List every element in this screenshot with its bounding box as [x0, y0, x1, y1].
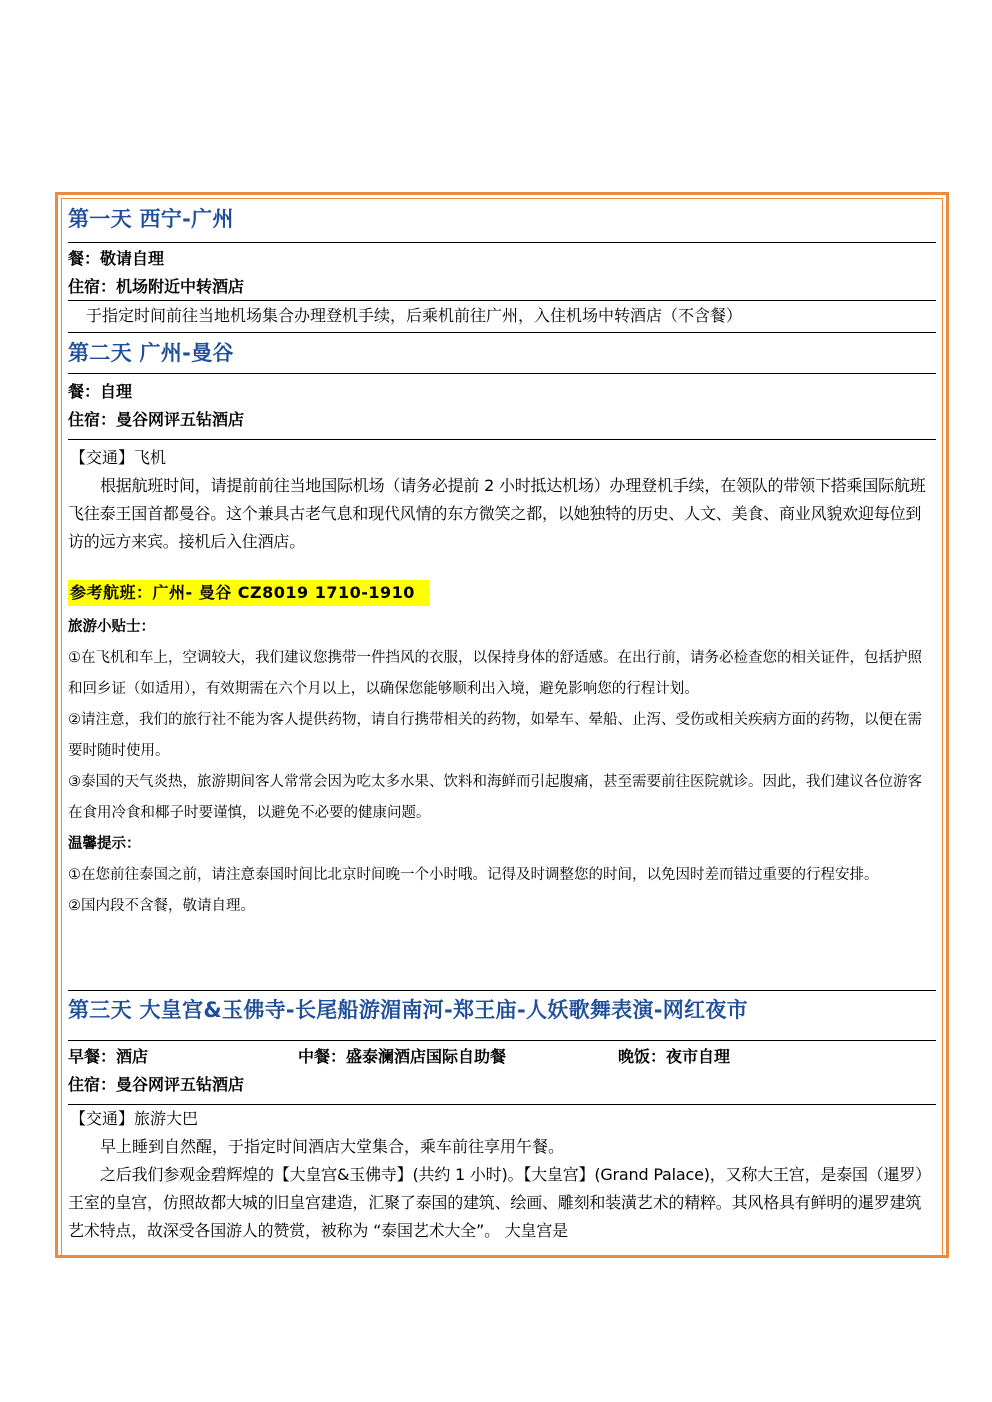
day3-title: 第三天 大皇宫&玉佛寺-长尾船游湄南河-郑王庙-人妖歌舞表演-网红夜市: [68, 991, 936, 1041]
itinerary-table: [61, 198, 943, 1255]
day1-title: 第一天 西宁-广州: [68, 199, 936, 243]
day1-meal: 餐：敬请自理: [68, 249, 165, 268]
day3-hotel: 住宿：曼谷网评五钻酒店: [68, 1075, 245, 1094]
day2-hotel: 住宿：曼谷网评五钻酒店: [68, 410, 245, 429]
day3-desc2: 之后我们参观金碧辉煌的【大皇宫&玉佛寺】(共约 1 小时)。【大皇宫】(Grand Palace)，又称大王宫，是泰国（暹罗）王室的皇宫，仿照故都大城的旧皇宫建造，汇聚了泰国的建筑、绘画、雕刻和装潢艺术的精粹。其风格具有鲜明的暹罗建筑艺术特点，故深受各国游人的赞赏，被称为 “泰国艺术大全”。 大皇宫是: [68, 1165, 931, 1240]
day2-tip-3: ③泰国的天气炎热，旅游期间客人常常会因为吃太多水果、饮料和海鲜而引起腹痛，甚至需要前往医院就诊。因此，我们建议各位游客在食用冷食和椰子时要谨慎，以避免不必要的健康问题。: [68, 774, 922, 821]
day3-dinner: 晚饭：夜市自理: [618, 1047, 731, 1066]
day2-warm-1: ①在您前往泰国之前，请注意泰国时间比北京时间晚一个小时哦。记得及时调整您的时间，以免因时差而错过重要的行程安排。: [68, 867, 879, 883]
day2-content: [68, 440, 936, 991]
day1-meal-block: [68, 243, 936, 301]
day2-tips-title: 旅游小贴士：: [68, 619, 155, 635]
day2-meal-block: [68, 374, 936, 440]
day2-traffic: 【交通】飞机: [70, 448, 167, 467]
day2-desc: 根据航班时间，请提前前往当地国际机场（请务必提前 2 小时抵达机场）办理登机手续，在领队的带领下搭乘国际航班飞往泰王国首都曼谷。这个兼具古老气息和现代风情的东方微笑之都，以她独特的历史、人文、美食、商业风貌欢迎每位到访的远方来宾。接机后入住酒店。: [68, 476, 926, 551]
day2-warm-2: ②国内段不含餐，敬请自理。: [68, 898, 255, 914]
itinerary-frame: [55, 192, 949, 1258]
day2-tip-1: ①在飞机和车上，空调较大，我们建议您携带一件挡风的衣服，以保持身体的舒适感。在出行前，请务必检查您的相关证件，包括护照和回乡证（如适用），有效期需在六个月以上，以确保您能够顺利出入境，避免影响您的行程计划。: [68, 650, 922, 697]
day3-breakfast: 早餐：酒店: [68, 1047, 149, 1066]
day3-content: [68, 1105, 936, 1245]
day3-lunch: 中餐：盛泰澜酒店国际自助餐: [298, 1047, 507, 1066]
day2-title: 第二天 广州-曼谷: [68, 333, 936, 374]
day2-warm-title: 温馨提示：: [68, 836, 141, 852]
day2-tip-2: ②请注意，我们的旅行社不能为客人提供药物，请自行携带相关的药物，如晕车、晕船、止泻、受伤或相关疾病方面的药物，以便在需要时随时使用。: [68, 712, 922, 759]
day3-meal-block: [68, 1041, 936, 1105]
day3-meals: [68, 1043, 936, 1071]
day3-traffic: 【交通】旅游大巴: [70, 1109, 199, 1128]
day1-hotel: 住宿：机场附近中转酒店: [68, 277, 245, 296]
day2-flight: 参考航班：广州- 曼谷 CZ8019 1710-1910: [68, 580, 429, 606]
day3-desc1: 早上睡到自然醒，于指定时间酒店大堂集合，乘车前往享用午餐。: [100, 1137, 565, 1156]
day2-meal: 餐：自理: [68, 382, 133, 401]
day1-desc: 于指定时间前往当地机场集合办理登机手续，后乘机前往广州，入住机场中转酒店（不含餐）: [68, 301, 936, 333]
